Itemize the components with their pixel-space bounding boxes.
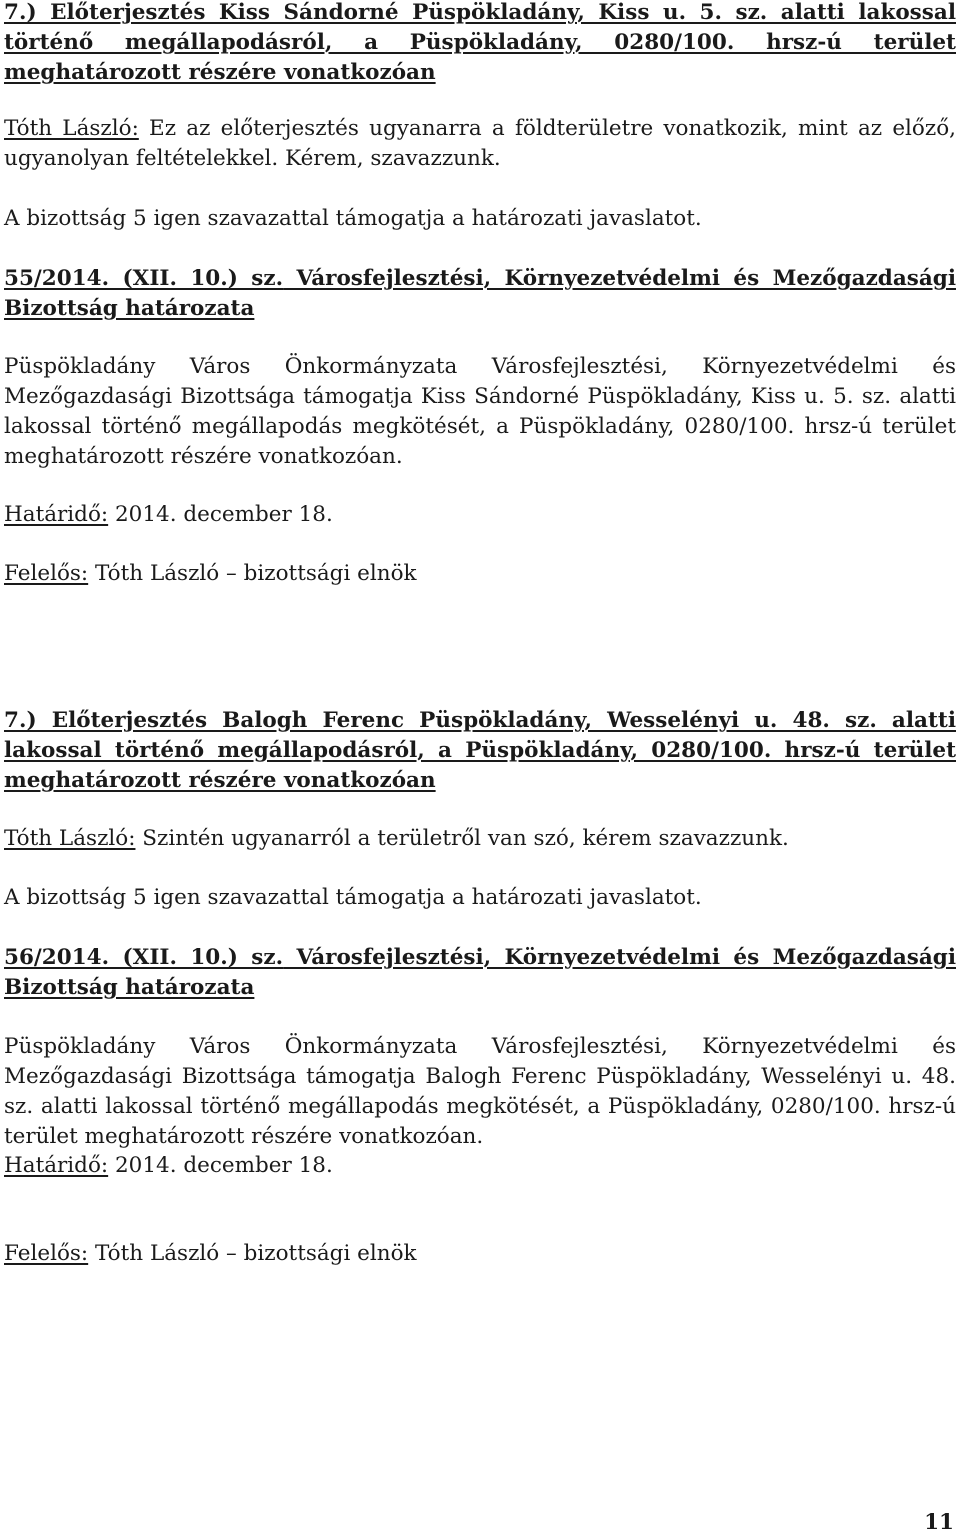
section1-speaker: Tóth László: — [4, 116, 139, 141]
section2-resolution-title: Városfejlesztési, Környezetvédelmi és Mezőgazdasági Bizottság határozata — [4, 945, 956, 1000]
section1-deadline-label: Határidő: — [4, 502, 109, 527]
section1-resolution-body: Püspökladány Város Önkormányzata Városfejlesztési, Környezetvédelmi és Mezőgazdasági Bizottsága támogatja Kiss Sándorné Püspökladány, Kiss u. 5. sz. alatti lakossal történő megállapodás megkötését, a Püspökladány, 0280/100. hrsz-ú terület meghatározott részére vonatkozóan. — [4, 354, 956, 469]
section1-resolution-number: 55/2014. (XII. 10.) sz. — [4, 266, 284, 291]
section2-speech — [4, 824, 956, 854]
section2-vote: A bizottság 5 igen szavazattal támogatja a határozati javaslatot. — [4, 885, 702, 910]
section2-responsible-value: Tóth László – bizottsági elnök — [88, 1241, 417, 1266]
section2-deadline — [4, 1151, 956, 1181]
section2-resolution-heading — [4, 943, 956, 1003]
section2-deadline-label: Határidő: — [4, 1153, 109, 1178]
section1-vote: A bizottság 5 igen szavazattal támogatja a határozati javaslatot. — [4, 206, 702, 231]
section1-heading: 7.) Előterjesztés Kiss Sándorné Püspökladány, Kiss u. 5. sz. alatti lakossal történő megállapodásról, a Püspökladány, 0280/100. hrsz-ú terület meghatározott részére vonatkozóan — [4, 0, 956, 85]
section2-heading: 7.) Előterjesztés Balogh Ferenc Püspökladány, Wesselényi u. 48. sz. alatti lakossal történő megállapodásról, a Püspökladány, 0280/100. hrsz-ú terület meghatározott részére vonatkozóan — [4, 708, 956, 793]
section1-resolution-title: Városfejlesztési, Környezetvédelmi és Mezőgazdasági Bizottság határozata — [4, 266, 956, 321]
section1-responsible-label: Felelős: — [4, 561, 89, 586]
section2-speech-text: Szintén ugyanarról a területről van szó, kérem szavazzunk. — [135, 826, 789, 851]
section1-responsible-value: Tóth László – bizottsági elnök — [88, 561, 417, 586]
section2-deadline-value: 2014. december 18. — [108, 1153, 333, 1178]
section1-responsible — [4, 559, 956, 589]
page-number: 11 — [924, 1510, 954, 1535]
section1-deadline-value: 2014. december 18. — [108, 502, 333, 527]
section1-speech-text: Ez az előterjesztés ugyanarra a földterületre vonatkozik, mint az előző, ugyanolyan feltételekkel. Kérem, szavazzunk. — [4, 116, 956, 171]
section1-deadline — [4, 500, 956, 530]
section2-resolution-number: 56/2014. (XII. 10.) sz. — [4, 945, 284, 970]
section1-speech — [4, 114, 956, 174]
section2-responsible — [4, 1239, 956, 1269]
section1-resolution-heading — [4, 264, 956, 324]
section2-speaker: Tóth László: — [4, 826, 136, 851]
section2-responsible-label: Felelős: — [4, 1241, 89, 1266]
section2-resolution-body: Püspökladány Város Önkormányzata Városfejlesztési, Környezetvédelmi és Mezőgazdasági Bizottsága támogatja Balogh Ferenc Püspökladány, Wesselényi u. 48. sz. alatti lakossal történő megállapodás megkötését, a Püspökladány, 0280/100. hrsz-ú terület meghatározott részére vonatkozóan. — [4, 1034, 956, 1149]
